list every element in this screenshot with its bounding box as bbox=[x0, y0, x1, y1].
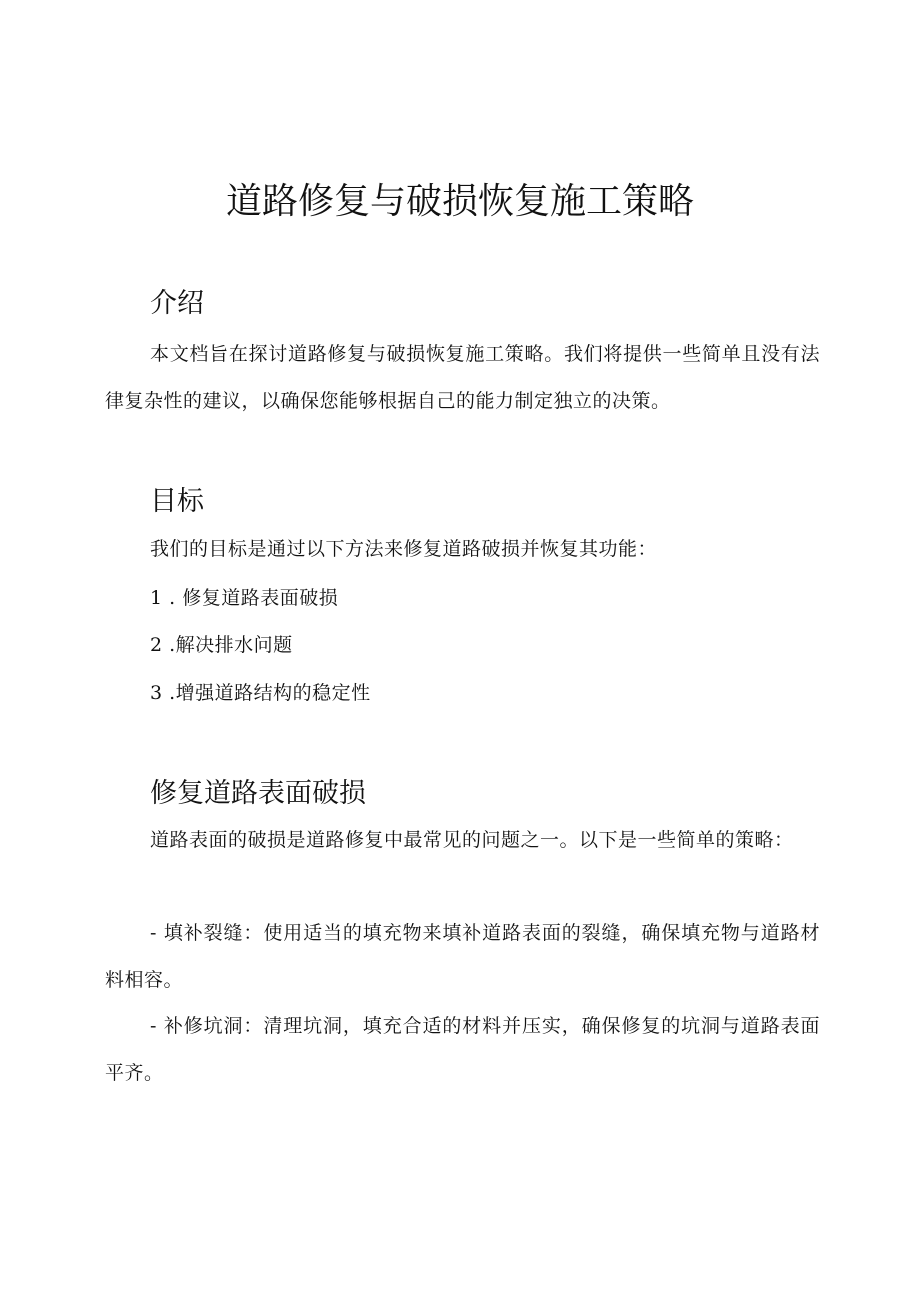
document-title: 道路修复与破损恢复施工策略 bbox=[225, 181, 694, 222]
section-heading-surface-repair: 修复道路表面破损 bbox=[150, 778, 366, 809]
section-heading-intro: 介绍 bbox=[150, 288, 204, 319]
surface-bullet-crack-filling: - 填补裂缝：使用适当的填充物来填补道路表面的裂缝，确保填充物与道路材料相容。 bbox=[105, 922, 820, 991]
surface-paragraph: 道路表面的破损是道路修复中最常见的问题之一。以下是一些简单的策略： bbox=[150, 829, 794, 851]
goal-lead-text: 我们的目标是通过以下方法来修复道路破损并恢复其功能： bbox=[150, 538, 658, 560]
goal-list-item: 3 .增强道路结构的稳定性 bbox=[150, 682, 371, 704]
goal-list-item: 2 .解决排水问题 bbox=[150, 634, 293, 656]
intro-paragraph: 本文档旨在探讨道路修复与破损恢复施工策略。我们将提供一些简单且没有法律复杂性的建议，以确保您能够根据自己的能力制定独立的决策。 bbox=[105, 343, 820, 412]
surface-bullet-pothole-repair: - 补修坑洞：清理坑洞，填充合适的材料并压实，确保修复的坑洞与道路表面平齐。 bbox=[105, 1015, 820, 1084]
goal-list-item: 1 . 修复道路表面破损 bbox=[150, 587, 339, 609]
section-heading-goal: 目标 bbox=[150, 486, 204, 517]
